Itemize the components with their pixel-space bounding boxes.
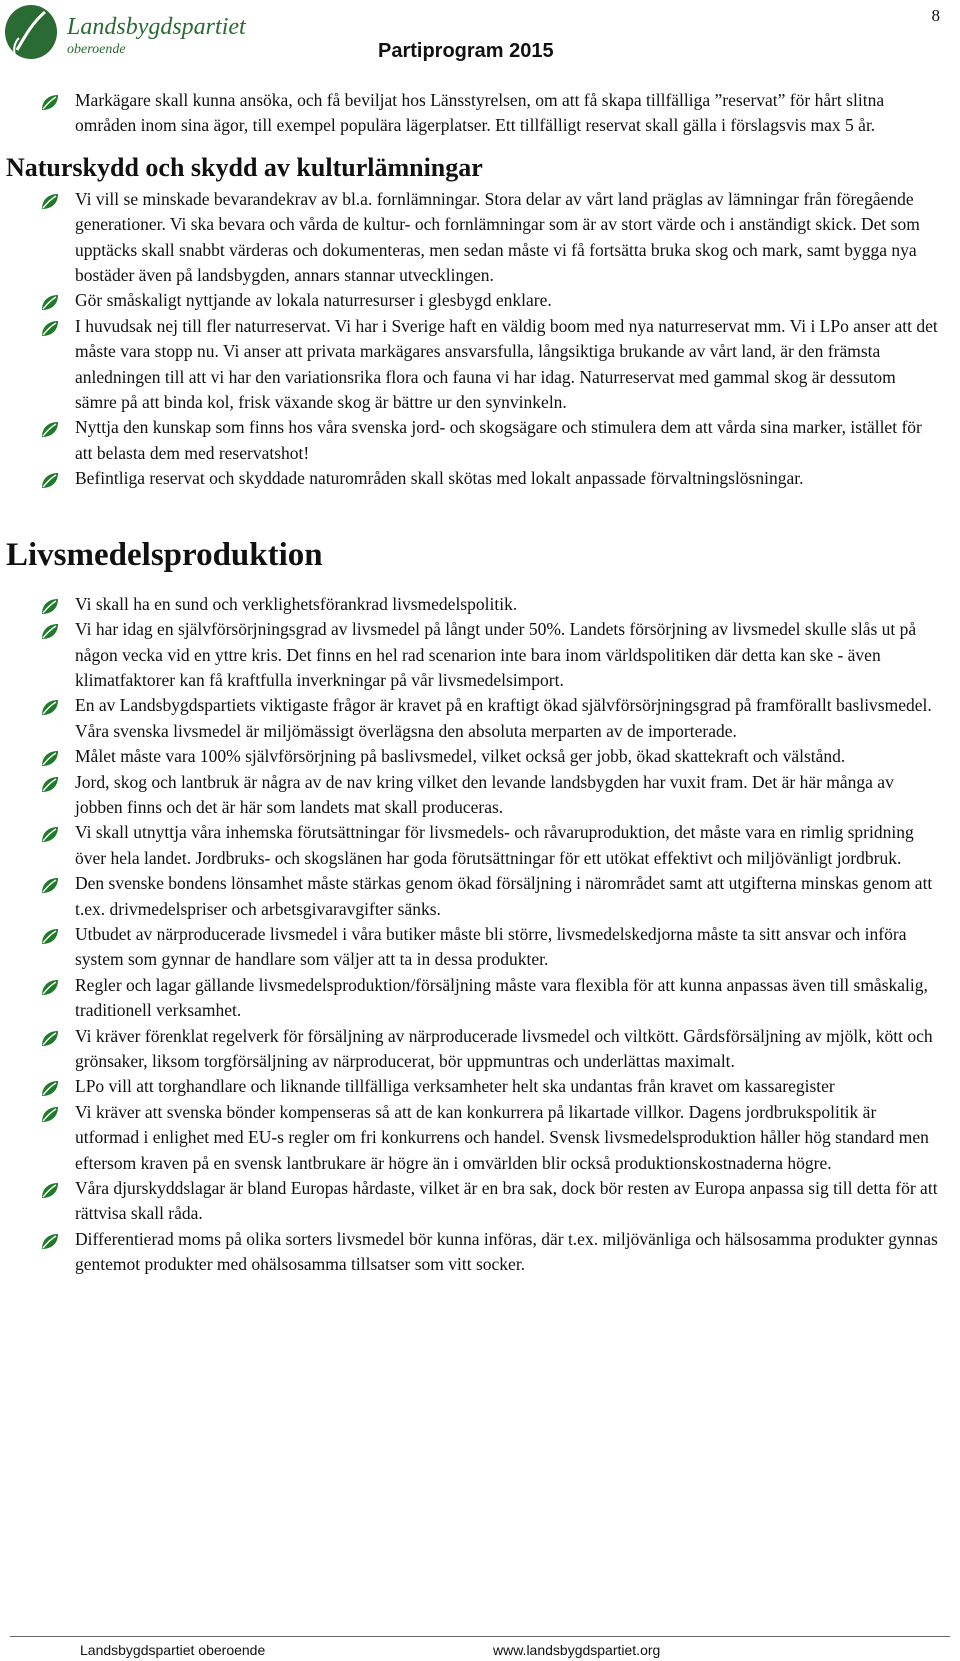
section-heading-livsmedel: Livsmedelsproduktion: [6, 536, 323, 573]
list-item: [0, 88, 960, 139]
leaf-bullet-icon: [40, 471, 60, 488]
leaf-bullet-icon: [40, 597, 60, 614]
list-item-text: Vi har idag en självförsörjningsgrad av livsmedel på långt under 50%. Landets försörjning av livsmedel skulle slås ut på någon vecka vid en yttre kris. Det finns en hel rad scenarion inte bara inom världspolitiken där detta kan ske - även klimatfaktorer kan få kraftfulla inverkningar på vår livsmedelsimport.: [75, 619, 917, 690]
leaf-bullet-icon: [40, 293, 60, 310]
list-item: [0, 1024, 960, 1075]
list-item: [0, 820, 960, 871]
list-item: [0, 415, 960, 466]
list-item-text: Vi skall ha en sund och verklighetsförankrad livsmedelspolitik.: [75, 593, 518, 614]
list-item: [0, 973, 960, 1024]
document-title: Partiprogram 2015: [378, 40, 554, 62]
page-footer: [0, 1640, 960, 1661]
leaf-bullet-icon: [40, 1181, 60, 1198]
list-item: [0, 1074, 960, 1099]
leaf-bullet-icon: [40, 1029, 60, 1046]
list-item: [0, 693, 960, 744]
footer-divider: [10, 1636, 950, 1637]
leaf-bullet-icon: [40, 698, 60, 715]
list-item: [0, 314, 960, 416]
logo-name: Landsbygdspartiet: [67, 14, 246, 40]
list-item-text: Markägare skall kunna ansöka, och få beviljat hos Länsstyrelsen, om att få skapa tillfälliga ”reservat” för hårt slitna områden inom sina ägor, till exempel populära lägerplatser. Ett tillfälligt reservat skall gälla i förslagsvis max 5 år.: [75, 90, 885, 136]
leaf-bullet-icon: [40, 420, 60, 437]
list-item-text: Vi skall utnyttja våra inhemska förutsättningar för livsmedels- och råvaruproduktion, det måste vara en rimlig spridning över hela landet. Jordbruks- och skogslänen har goda förutsättningar för ett utökat effektivt och miljövänligt jordbruk.: [75, 822, 914, 868]
list-item: [0, 1100, 960, 1176]
list-item-text: I huvudsak nej till fler naturreservat. Vi har i Sverige haft en väldig boom med nya naturreservat mm. Vi i LPo anser att det måste vara stopp nu. Vi anser att privata markägares ansvarsfulla, långsiktiga brukande av vårt land, är den främsta anledningen till att vi har den variationsrika flora och fauna vi har idag. Naturreservat med gammal skog är dessutom sämre på att binda kol, frisk växande skog är bättre ur den synvinkeln.: [75, 315, 938, 413]
naturskydd-list: [0, 187, 960, 492]
list-item-text: Regler och lagar gällande livsmedelsproduktion/försäljning måste vara flexibla för att kunna anpassas även till småskalig, traditionell verksamhet.: [75, 974, 928, 1021]
leaf-bullet-icon: [40, 749, 60, 766]
leaf-bullet-icon: [40, 825, 60, 842]
footer-party-name: Landsbygdspartiet oberoende: [80, 1642, 266, 1658]
intro-list: [0, 88, 960, 139]
page-number: 8: [931, 6, 940, 25]
page-header: [0, 0, 960, 70]
leaf-bullet-icon: [40, 927, 60, 944]
leaf-bullet-icon: [40, 978, 60, 995]
list-item-text: Vi kräver förenklat regelverk för försäljning av närproducerade livsmedel och viltkött. Gårdsförsäljning av mjölk, kött och grönsaker, liksom torgförsäljning av närproducerat, bör uppmuntras och underlättas maximalt.: [75, 1025, 933, 1071]
list-item-text: Differentierad moms på olika sorters livsmedel bör kunna införas, där t.ex. miljövänliga och hälsosamma produkter gynnas gentemot produkter med ohälsosamma tillsatser som vitt socker.: [75, 1228, 938, 1275]
list-item: [0, 744, 960, 769]
list-item: [0, 617, 960, 693]
list-item: [0, 466, 960, 491]
footer-website: www.landsbygdspartiet.org: [493, 1642, 661, 1658]
list-item: [0, 922, 960, 973]
section-heading-naturskydd: Naturskydd och skydd av kulturlämningar: [6, 152, 483, 182]
party-logo: [3, 2, 263, 66]
list-item-text: Vi vill se minskade bevarandekrav av bl.a. fornlämningar. Stora delar av vårt land präglas av lämningar från föregående generationer. Vi ska bevara och vårda de kultur- och fornlämningar som är av stort värde och i anständigt skick. Det som upptäcks skall snabbt värderas och dokumenteras, men sedan måste vi få fortsätta bruka skog och mark, samt bygga nya bostäder även på landsbygden, annars stannar utvecklingen.: [75, 188, 920, 286]
list-item: [0, 592, 960, 617]
list-item: [0, 1176, 960, 1227]
leaf-bullet-icon: [40, 93, 60, 110]
leaf-bullet-icon: [40, 876, 60, 893]
leaf-bullet-icon: [40, 622, 60, 639]
leaf-bullet-icon: [40, 775, 60, 792]
page-content: [0, 88, 960, 1278]
list-item-text: Nyttja den kunskap som finns hos våra svenska jord- och skogsägare och stimulera dem att vårda sina marker, istället för att belasta dem med reservatshot!: [75, 417, 922, 463]
list-item-text: LPo vill att torghandlare och liknande tillfälliga verksamheter helt ska undantas från kravet om kassaregister: [75, 1076, 835, 1097]
leaf-bullet-icon: [40, 192, 60, 209]
list-item-text: Målet måste vara 100% självförsörjning på baslivsmedel, vilket också ger jobb, ökad skattekraft och välstånd.: [75, 746, 846, 767]
list-item-text: Gör småskaligt nyttjande av lokala naturresurser i glesbygd enklare.: [75, 290, 552, 311]
list-item-text: Jord, skog och lantbruk är några av de nav kring vilket den levande landsbygden har vuxit fram. Det är här många av jobben finns och det är här som landets mat skall produceras.: [75, 771, 894, 817]
leaf-bullet-icon: [40, 1105, 60, 1122]
list-item: [0, 871, 960, 922]
list-item: [0, 770, 960, 821]
list-item-text: Utbudet av närproducerade livsmedel i våra butiker måste bli större, livsmedelskedjorna måste ta sitt ansvar och införa system som gynnar de handlare som väljer att ta in dessa produkter.: [75, 923, 907, 970]
list-item-text: Den svenske bondens lönsamhet måste stärkas genom ökad försäljning i närområdet samt att utgifterna minskas genom att t.ex. drivmedelspriser och arbetsgivaravgifter sänks.: [75, 873, 933, 919]
list-item: [0, 288, 960, 313]
livsmedel-list: [0, 592, 960, 1278]
list-item-text: En av Landsbygdspartiets viktigaste frågor är kravet på en kraftigt ökad självförsörjningsgrad på framförallt baslivsmedel. Våra svenska livsmedel är miljömässigt överlägsna den absoluta merparten av de importerade.: [75, 695, 932, 741]
list-item: [0, 1227, 960, 1278]
leaf-logo-icon: [3, 2, 63, 64]
logo-subtitle: oberoende: [67, 42, 126, 57]
list-item-text: Våra djurskyddslagar är bland Europas hårdaste, vilket är en bra sak, dock bör resten av Europa anpassa sig till detta för att rättvisa skall råda.: [75, 1178, 938, 1224]
leaf-bullet-icon: [40, 1079, 60, 1096]
list-item-text: Vi kräver att svenska bönder kompenseras så att de kan konkurrera på likartade villkor. Dagens jordbrukspolitik är utformad i enlighet med EU-s regler om fri konkurrens och handel. Svensk livsmedelsproduktion håller hög standard men eftersom kraven på en svensk lantbrukare är högre än i omvärlden blir också produktionskostnaderna högre.: [75, 1101, 929, 1173]
leaf-bullet-icon: [40, 319, 60, 336]
list-item: [0, 187, 960, 289]
list-item-text: Befintliga reservat och skyddade naturområden skall skötas med lokalt anpassade förvaltningslösningar.: [75, 468, 804, 489]
leaf-bullet-icon: [40, 1232, 60, 1249]
